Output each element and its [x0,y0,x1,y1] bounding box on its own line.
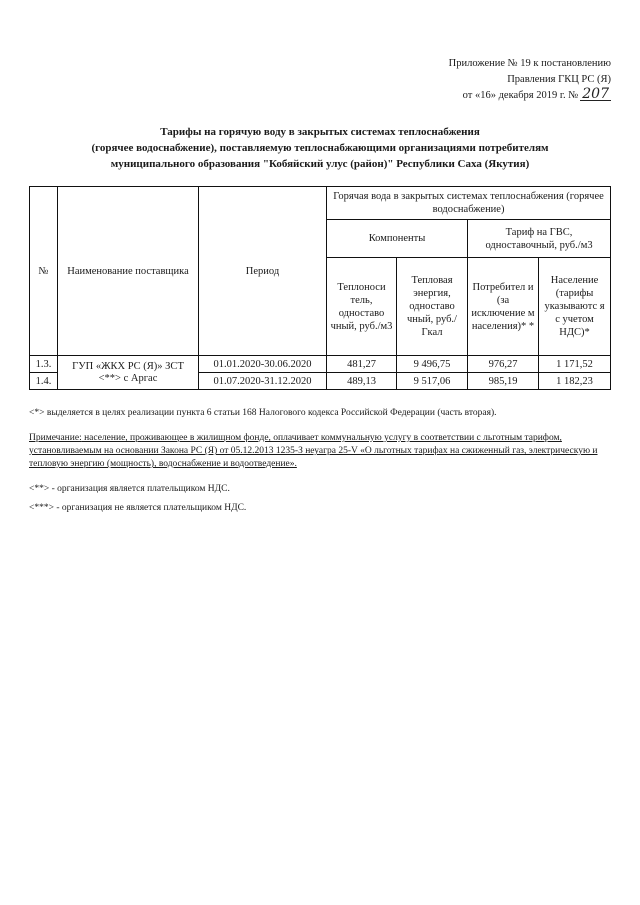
title-line-2: (горячее водоснабжение), поставляемую теплоснабжающими организациями потребителям [91,142,549,154]
remark-label: Примечание: [29,433,82,443]
row-num: 1.3. [30,356,58,373]
header-supplier: Наименование поставщика [58,187,199,356]
supplier-name: ГУП «ЖКХ РС (Я)» ЗСТ <**> с Аргас [58,356,199,390]
row-carrier: 481,27 [327,356,397,373]
row-carrier: 489,13 [327,373,397,390]
row-consumers: 976,27 [468,356,539,373]
remark-text: население, проживающее в жилищном фонде, оплачивает коммунальную услугу в соответствии с льготным тарифом, установливаемым на основании Закона РС (Я) от 05.12.2013 1235-З неуагра 25-V «О льготных тарифах на сжиженный газ, электрическую и тепловую энергию (мощность), водоснабжение и водоотведение». [29,433,598,469]
row-consumers: 985,19 [468,373,539,390]
header-num: № [30,187,58,356]
header-components: Компоненты [327,220,468,258]
appendix-line-1: Приложение № 19 к постановлению [448,58,611,69]
row-energy: 9 517,06 [397,373,468,390]
row-energy: 9 496,75 [397,356,468,373]
appendix-date: от «16» декабря 2019 г. № [462,90,579,101]
row-population: 1 182,23 [539,373,611,390]
tariff-table [29,186,611,390]
notes-block [29,407,619,521]
footnote-non-vat-payer: <***> - организация не является плательщиком НДС. [29,503,247,513]
handwritten-number: 207 [582,86,609,102]
remark-note [29,432,619,471]
header-carrier: Теплоноси тель, одноставо чный, руб./м3 [327,258,397,356]
title-line-3: муниципального образования "Кобяйский улус (район)" Республики Саха (Якутия) [110,158,530,170]
footnote-vat-payer: <**> - организация является плательщиком НДС. [29,484,230,494]
header-group: Горячая вода в закрытых системах теплоснабжения (горячее водоснабжение) [327,187,611,220]
appendix-block [351,56,611,104]
row-period: 01.07.2020-31.12.2020 [199,373,327,390]
document-title [40,124,600,172]
header-energy: Тепловая энергия, одноставо чный, руб./Гкал [397,258,468,356]
header-population: Население (тарифы указываютс я с учетом НДС)* [539,258,611,356]
vat-note: <*> выделяется в целях реализации пункта 6 статьи 168 Налогового кодекса Российской Федерации (часть вторая). [29,408,497,418]
appendix-line-3 [463,88,611,104]
title-line-1: Тарифы на горячую воду в закрытых системах теплоснабжения [160,126,480,138]
table-row [30,356,611,373]
row-period: 01.01.2020-30.06.2020 [199,356,327,373]
row-num: 1.4. [30,373,58,390]
header-consumers: Потребител и (за исключение м населения)* * [468,258,539,356]
appendix-line-2: Правления ГКЦ РС (Я) [507,74,611,85]
header-tariff: Тариф на ГВС, одноставочный, руб./м3 [468,220,611,258]
header-period: Период [199,187,327,356]
row-population: 1 171,52 [539,356,611,373]
